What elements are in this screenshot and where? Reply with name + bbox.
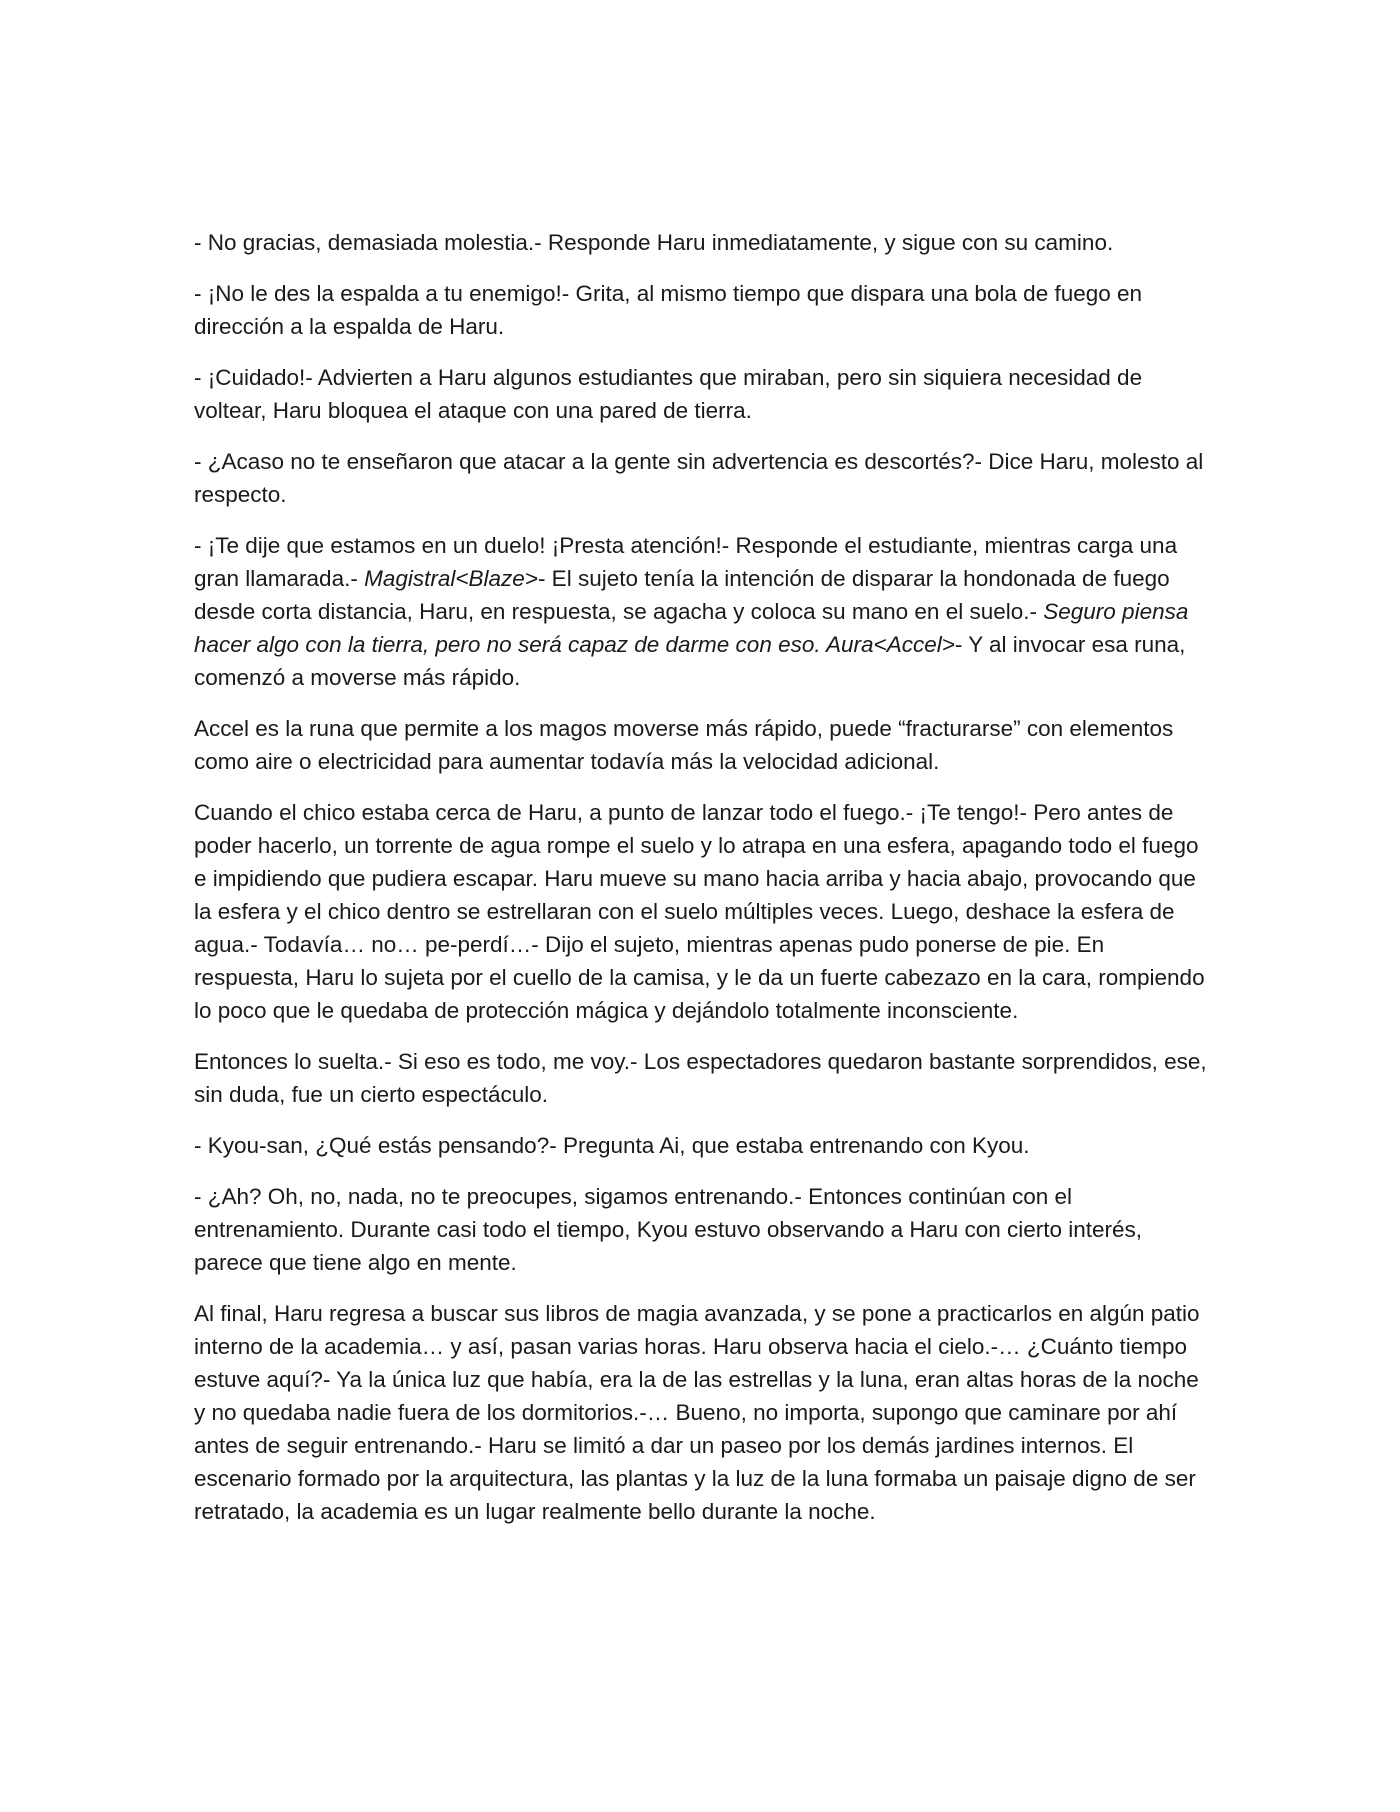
- text-run: - ¡No le des la espalda a tu enemigo!- Grita, al mismo tiempo que dispara una bola de fuego en dirección a la espalda de Haru.: [194, 281, 1143, 339]
- text-run: - Kyou-san, ¿Qué estás pensando?- Pregunta Ai, que estaba entrenando con Kyou.: [194, 1133, 1030, 1158]
- paragraph: [194, 796, 1214, 1027]
- paragraph: [194, 712, 1214, 778]
- text-run: - ¡Te dije que estamos en un duelo! ¡Presta atención!- Responde el estudiante, mientras carga una gran llamarada.-: [194, 533, 1178, 591]
- text-run: Al final, Haru regresa a buscar sus libros de magia avanzada, y se pone a practicarlos en algún patio interno de la academia… y así, pasan varias horas. Haru observa hacia el cielo.-… ¿Cuánto tiempo estuve aquí?- Ya la única luz que había, era la de las estrellas y la luna, eran altas horas de la noche y no quedaba nadie fuera de los dormitorios.-… Bueno, no importa, supongo que caminare por ahí antes de seguir entrenando.- Haru se limitó a dar un paseo por los demás jardines internos. El escenario formado por la arquitectura, las plantas y la luz de la luna formaba un paisaje digno de ser retratado, la academia es un lugar realmente bello durante la noche.: [194, 1301, 1200, 1524]
- text-run: - ¡Cuidado!- Advierten a Haru algunos estudiantes que miraban, pero sin siquiera necesidad de voltear, Haru bloquea el ataque con una pared de tierra.: [194, 365, 1143, 423]
- paragraph: [194, 445, 1214, 511]
- document-body: [194, 226, 1214, 1546]
- italic-text-run: Seguro piensa hacer algo con la tierra, pero no será capaz de darme con eso. Aura<Accel>: [194, 599, 1189, 657]
- text-run: - No gracias, demasiada molestia.- Responde Haru inmediatamente, y sigue con su camino.: [194, 230, 1114, 255]
- paragraph: [194, 226, 1214, 259]
- text-run: - ¿Acaso no te enseñaron que atacar a la gente sin advertencia es descortés?- Dice Haru, molesto al respecto.: [194, 449, 1204, 507]
- paragraph: [194, 277, 1214, 343]
- text-run: Cuando el chico estaba cerca de Haru, a punto de lanzar todo el fuego.- ¡Te tengo!- Pero antes de poder hacerlo, un torrente de agua rompe el suelo y lo atrapa en una esfera, apagando todo el fuego e impidiendo que pudiera escapar. Haru mueve su mano hacia arriba y hacia abajo, provocando que la esfera y el chico dentro se estrellaran con el suelo múltiples veces. Luego, deshace la esfera de agua.- Todavía… no… pe-perdí…- Dijo el sujeto, mientras apenas pudo ponerse de pie. En respuesta, Haru lo sujeta por el cuello de la camisa, y le da un fuerte cabezazo en la cara, rompiendo lo poco que le quedaba de protección mágica y dejándolo totalmente inconsciente.: [194, 800, 1205, 1023]
- italic-text-run: Magistral<Blaze>: [364, 566, 538, 591]
- paragraph: [194, 1045, 1214, 1111]
- paragraph: [194, 529, 1214, 694]
- paragraph: [194, 1297, 1214, 1528]
- text-run: - El sujeto tenía la intención de disparar la hondonada de fuego desde corta distancia, Haru, en respuesta, se agacha y coloca su mano en el suelo.-: [194, 566, 1170, 624]
- text-run: - Y al invocar esa runa, comenzó a moverse más rápido.: [194, 632, 1186, 690]
- text-run: - ¿Ah? Oh, no, nada, no te preocupes, sigamos entrenando.- Entonces continúan con el entrenamiento. Durante casi todo el tiempo, Kyou estuvo observando a Haru con cierto interés, parece que tiene algo en mente.: [194, 1184, 1143, 1275]
- text-run: Accel es la runa que permite a los magos moverse más rápido, puede “fracturarse” con elementos como aire o electricidad para aumentar todavía más la velocidad adicional.: [194, 716, 1174, 774]
- paragraph: [194, 1180, 1214, 1279]
- paragraph: [194, 1129, 1214, 1162]
- paragraph: [194, 361, 1214, 427]
- text-run: Entonces lo suelta.- Si eso es todo, me voy.- Los espectadores quedaron bastante sorprendidos, ese, sin duda, fue un cierto espectáculo.: [194, 1049, 1207, 1107]
